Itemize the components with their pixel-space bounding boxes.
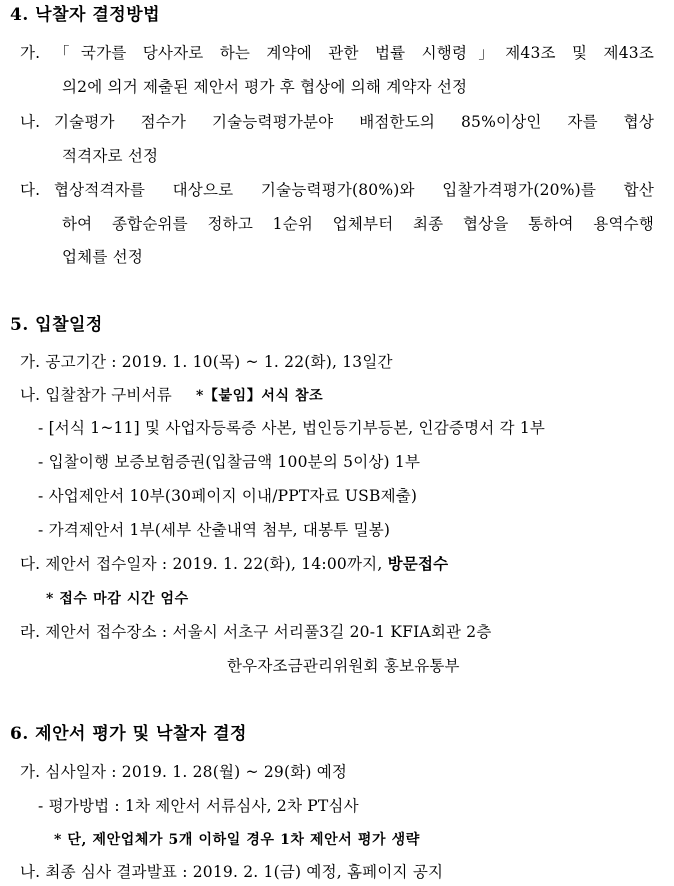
s4-b-line2: 적격자로 선정 [62, 147, 159, 165]
s4-c-marker: 다. [20, 181, 41, 199]
s6-b-announcement: 나. 최종 심사 결과발표 : 2019. 2. 1(금) 예정, 홈페이지 공지 [20, 863, 444, 881]
s5-b-documents [20, 385, 323, 406]
section-5-title: 5. 입찰일정 [10, 315, 103, 335]
s5-a-period: 가. 공고기간 : 2019. 1. 10(목) ~ 1. 22(화), 13일간 [20, 353, 393, 371]
s4-b-marker: 나. [20, 113, 41, 131]
s5-doc-item: - [서식 1~11] 및 사업자등록증 사본, 법인등기부등본, 인감증명서 각 1부 [38, 419, 546, 437]
s4-c-line2: 하여 종합순위를 정하고 1순위 업체부터 최종 협상을 통하여 용역수행 [62, 215, 654, 233]
s4-c-line3: 업체를 선정 [62, 248, 143, 266]
s6-a-date: 가. 심사일자 : 2019. 1. 28(월) ~ 29(화) 예정 [20, 763, 348, 781]
s5-b-note: *【붙임】서식 참조 [195, 388, 324, 404]
section-6-title: 6. 제안서 평가 및 낙찰자 결정 [10, 724, 247, 744]
s5-doc-item: - 사업제안서 10부(30페이지 이내/PPT자료 USB제출) [38, 487, 418, 505]
s4-c-line1: 협상적격자를 대상으로 기술능력평가(80%)와 입찰가격평가(20%)를 합산 [54, 181, 654, 199]
s5-c-text: 다. 제안서 접수일자 : 2019. 1. 22(화), 14:00까지, [20, 555, 383, 573]
s6-a-method: - 평가방법 : 1차 제안서 서류심사, 2차 PT심사 [38, 797, 359, 815]
s4-a-line2: 의2에 의거 제출된 제안서 평가 후 협상에 의해 계약자 선정 [62, 78, 468, 96]
s5-doc-item: - 입찰이행 보증보험증권(입찰금액 100분의 5이상) 1부 [38, 453, 421, 471]
s5-doc-item: - 가격제안서 1부(세부 산출내역 첨부, 대봉투 밀봉) [38, 521, 391, 539]
s5-d-location-line2: 한우자조금관리위원회 홍보유통부 [227, 657, 460, 675]
s5-c-emphasis: 방문접수 [387, 554, 449, 573]
s4-a-line1: 「국가를 당사자로 하는 계약에 관한 법률 시행령」제43조 및 제43조 [54, 44, 654, 62]
s6-a-note: * 단, 제안업체가 5개 이하일 경우 1차 제안서 평가 생략 [54, 832, 420, 848]
s4-b-line1: 기술평가 점수가 기술능력평가분야 배점한도의 85%이상인 자를 협상 [54, 113, 654, 131]
section-4-title: 4. 낙찰자 결정방법 [10, 5, 161, 25]
s5-c-deadline [20, 554, 448, 574]
s5-c-note: * 접수 마감 시간 엄수 [46, 591, 189, 607]
s5-d-location: 라. 제안서 접수장소 : 서울시 서초구 서리풀3길 20-1 KFIA회관 2층 [20, 623, 492, 641]
s4-a-marker: 가. [20, 44, 41, 62]
s5-b-text: 나. 입찰참가 구비서류 [20, 386, 172, 404]
